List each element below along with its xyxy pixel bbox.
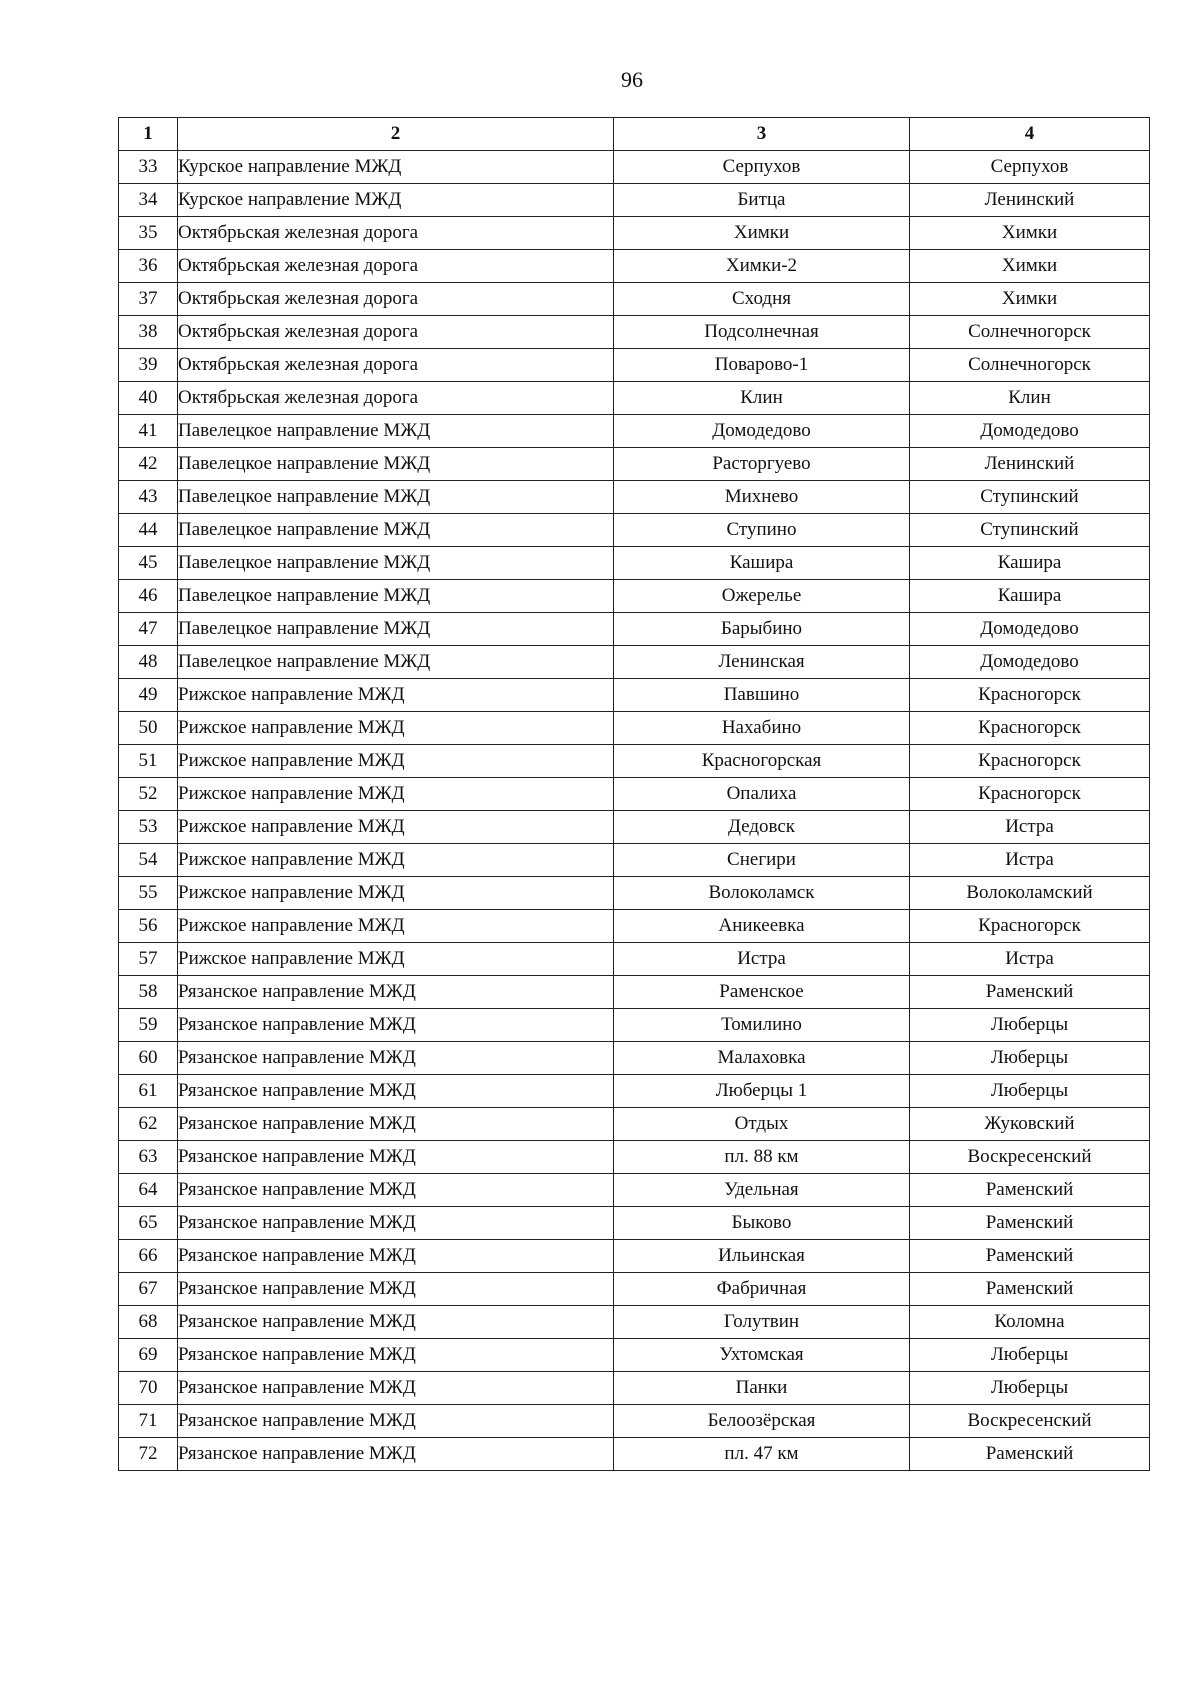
district-cell: Красногорск [910,712,1150,745]
row-number-cell: 48 [119,646,178,679]
station-cell: Волоколамск [614,877,910,910]
row-number-cell: 35 [119,217,178,250]
railway-line-cell: Рязанское направление МЖД [178,1438,614,1471]
district-cell: Солнечногорск [910,349,1150,382]
station-cell: Отдых [614,1108,910,1141]
row-number-cell: 65 [119,1207,178,1240]
table-row [119,613,1150,646]
row-number-cell: 38 [119,316,178,349]
table-row [119,712,1150,745]
station-cell: Опалиха [614,778,910,811]
railway-line-cell: Октябрьская железная дорога [178,316,614,349]
row-number-cell: 71 [119,1405,178,1438]
railway-line-cell: Рижское направление МЖД [178,811,614,844]
railway-line-cell: Рязанское направление МЖД [178,1405,614,1438]
table-row [119,415,1150,448]
station-cell: пл. 88 км [614,1141,910,1174]
row-number-cell: 44 [119,514,178,547]
district-cell: Волоколамский [910,877,1150,910]
station-cell: Белоозёрская [614,1405,910,1438]
district-cell: Раменский [910,1207,1150,1240]
railway-line-cell: Рязанское направление МЖД [178,1042,614,1075]
table-row [119,1075,1150,1108]
row-number-cell: 63 [119,1141,178,1174]
district-cell: Истра [910,844,1150,877]
district-cell: Домодедово [910,415,1150,448]
railway-line-cell: Павелецкое направление МЖД [178,481,614,514]
table-row [119,1207,1150,1240]
district-cell: Красногорск [910,679,1150,712]
district-cell: Люберцы [910,1042,1150,1075]
table-row [119,151,1150,184]
railway-line-cell: Рижское направление МЖД [178,877,614,910]
station-cell: Нахабино [614,712,910,745]
table-row [119,910,1150,943]
row-number-cell: 67 [119,1273,178,1306]
district-cell: Раменский [910,1273,1150,1306]
district-cell: Истра [910,811,1150,844]
row-number-cell: 68 [119,1306,178,1339]
district-cell: Кашира [910,547,1150,580]
table-row [119,1405,1150,1438]
station-cell: Ленинская [614,646,910,679]
row-number-cell: 34 [119,184,178,217]
railway-line-cell: Рижское направление МЖД [178,910,614,943]
railway-line-cell: Рижское направление МЖД [178,745,614,778]
table-row [119,1042,1150,1075]
row-number-cell: 64 [119,1174,178,1207]
table-row [119,283,1150,316]
railway-line-cell: Рязанское направление МЖД [178,1273,614,1306]
row-number-cell: 51 [119,745,178,778]
railway-line-cell: Рязанское направление МЖД [178,1372,614,1405]
railway-line-cell: Октябрьская железная дорога [178,382,614,415]
district-cell: Ленинский [910,448,1150,481]
row-number-cell: 39 [119,349,178,382]
station-cell: Кашира [614,547,910,580]
station-cell: Дедовск [614,811,910,844]
district-cell: Жуковский [910,1108,1150,1141]
district-cell: Химки [910,283,1150,316]
district-cell: Раменский [910,976,1150,1009]
station-cell: Серпухов [614,151,910,184]
railway-line-cell: Рязанское направление МЖД [178,1207,614,1240]
district-cell: Кашира [910,580,1150,613]
railway-line-cell: Павелецкое направление МЖД [178,448,614,481]
table-row [119,778,1150,811]
station-cell: Михнево [614,481,910,514]
station-cell: Ожерелье [614,580,910,613]
district-cell: Истра [910,943,1150,976]
district-cell: Воскресенский [910,1141,1150,1174]
row-number-cell: 54 [119,844,178,877]
railway-line-cell: Рижское направление МЖД [178,844,614,877]
district-cell: Люберцы [910,1339,1150,1372]
table-row [119,877,1150,910]
district-cell: Красногорск [910,745,1150,778]
railway-line-cell: Курское направление МЖД [178,184,614,217]
railway-line-cell: Рязанское направление МЖД [178,1174,614,1207]
station-cell: Удельная [614,1174,910,1207]
district-cell: Серпухов [910,151,1150,184]
station-cell: Томилино [614,1009,910,1042]
row-number-cell: 43 [119,481,178,514]
district-cell: Раменский [910,1174,1150,1207]
row-number-cell: 41 [119,415,178,448]
station-cell: Ступино [614,514,910,547]
station-cell: Голутвин [614,1306,910,1339]
railway-line-cell: Павелецкое направление МЖД [178,547,614,580]
row-number-cell: 36 [119,250,178,283]
row-number-cell: 50 [119,712,178,745]
table-row [119,448,1150,481]
table-row [119,976,1150,1009]
station-cell: Аникеевка [614,910,910,943]
railway-line-cell: Рижское направление МЖД [178,943,614,976]
row-number-cell: 37 [119,283,178,316]
railway-line-cell: Павелецкое направление МЖД [178,580,614,613]
row-number-cell: 69 [119,1339,178,1372]
table-body [119,151,1150,1471]
row-number-cell: 62 [119,1108,178,1141]
railway-line-cell: Рязанское направление МЖД [178,1009,614,1042]
railway-line-cell: Октябрьская железная дорога [178,217,614,250]
station-cell: Ильинская [614,1240,910,1273]
station-cell: Быково [614,1207,910,1240]
station-cell: Малаховка [614,1042,910,1075]
table-row [119,1372,1150,1405]
station-cell: Ухтомская [614,1339,910,1372]
row-number-cell: 33 [119,151,178,184]
railway-line-cell: Рязанское направление МЖД [178,1339,614,1372]
railway-line-cell: Октябрьская железная дорога [178,283,614,316]
railway-line-cell: Рязанское направление МЖД [178,1240,614,1273]
station-cell: Барыбино [614,613,910,646]
table-row [119,1108,1150,1141]
table-row [119,1339,1150,1372]
page-number: 96 [621,67,643,92]
station-cell: Химки [614,217,910,250]
station-cell: Фабричная [614,1273,910,1306]
row-number-cell: 72 [119,1438,178,1471]
row-number-cell: 42 [119,448,178,481]
row-number-cell: 40 [119,382,178,415]
district-cell: Люберцы [910,1075,1150,1108]
table-row [119,1240,1150,1273]
district-cell: Люберцы [910,1009,1150,1042]
row-number-cell: 55 [119,877,178,910]
table-row [119,547,1150,580]
station-cell: Красногорская [614,745,910,778]
railway-line-cell: Октябрьская железная дорога [178,250,614,283]
row-number-cell: 61 [119,1075,178,1108]
station-cell: Домодедово [614,415,910,448]
column-header: 1 [119,118,178,151]
railway-line-cell: Курское направление МЖД [178,151,614,184]
row-number-cell: 60 [119,1042,178,1075]
table-row [119,1306,1150,1339]
district-cell: Красногорск [910,910,1150,943]
station-cell: Панки [614,1372,910,1405]
station-cell: Раменское [614,976,910,1009]
station-cell: Поварово-1 [614,349,910,382]
column-header: 4 [910,118,1150,151]
table-row [119,1273,1150,1306]
station-cell: Расторгуево [614,448,910,481]
table-row [119,1174,1150,1207]
row-number-cell: 58 [119,976,178,1009]
district-cell: Солнечногорск [910,316,1150,349]
railway-line-cell: Рязанское направление МЖД [178,1141,614,1174]
railway-line-cell: Павелецкое направление МЖД [178,415,614,448]
district-cell: Ступинский [910,514,1150,547]
table-row [119,1438,1150,1471]
stations-table [118,117,1150,1471]
table-row [119,844,1150,877]
station-cell: Люберцы 1 [614,1075,910,1108]
railway-line-cell: Рижское направление МЖД [178,778,614,811]
row-number-cell: 56 [119,910,178,943]
railway-line-cell: Павелецкое направление МЖД [178,613,614,646]
station-cell: Истра [614,943,910,976]
column-header: 3 [614,118,910,151]
district-cell: Воскресенский [910,1405,1150,1438]
row-number-cell: 70 [119,1372,178,1405]
railway-line-cell: Рязанское направление МЖД [178,976,614,1009]
table-row [119,217,1150,250]
railway-line-cell: Рязанское направление МЖД [178,1075,614,1108]
station-cell: Павшино [614,679,910,712]
table-row [119,580,1150,613]
table-row [119,1141,1150,1174]
table-row [119,514,1150,547]
district-cell: Химки [910,217,1150,250]
table-row [119,745,1150,778]
district-cell: Химки [910,250,1150,283]
row-number-cell: 66 [119,1240,178,1273]
station-cell: пл. 47 км [614,1438,910,1471]
district-cell: Ступинский [910,481,1150,514]
row-number-cell: 46 [119,580,178,613]
row-number-cell: 57 [119,943,178,976]
district-cell: Домодедово [910,613,1150,646]
station-cell: Клин [614,382,910,415]
railway-line-cell: Павелецкое направление МЖД [178,514,614,547]
station-cell: Битца [614,184,910,217]
station-cell: Химки-2 [614,250,910,283]
district-cell: Домодедово [910,646,1150,679]
district-cell: Коломна [910,1306,1150,1339]
district-cell: Ленинский [910,184,1150,217]
table-row [119,184,1150,217]
table-row [119,1009,1150,1042]
station-cell: Подсолнечная [614,316,910,349]
table-row [119,349,1150,382]
header-row [119,118,1150,151]
table-row [119,250,1150,283]
railway-line-cell: Рязанское направление МЖД [178,1306,614,1339]
railway-line-cell: Октябрьская железная дорога [178,349,614,382]
table-row [119,382,1150,415]
row-number-cell: 45 [119,547,178,580]
district-cell: Красногорск [910,778,1150,811]
district-cell: Клин [910,382,1150,415]
railway-line-cell: Павелецкое направление МЖД [178,646,614,679]
district-cell: Раменский [910,1240,1150,1273]
table-row [119,481,1150,514]
table-header [119,118,1150,151]
table-row [119,811,1150,844]
station-cell: Снегири [614,844,910,877]
column-header: 2 [178,118,614,151]
row-number-cell: 49 [119,679,178,712]
railway-line-cell: Рижское направление МЖД [178,712,614,745]
railway-line-cell: Рижское направление МЖД [178,679,614,712]
row-number-cell: 53 [119,811,178,844]
table-row [119,679,1150,712]
railway-line-cell: Рязанское направление МЖД [178,1108,614,1141]
district-cell: Раменский [910,1438,1150,1471]
station-cell: Сходня [614,283,910,316]
table-row [119,646,1150,679]
table-row [119,316,1150,349]
row-number-cell: 52 [119,778,178,811]
district-cell: Люберцы [910,1372,1150,1405]
table-row [119,943,1150,976]
row-number-cell: 47 [119,613,178,646]
row-number-cell: 59 [119,1009,178,1042]
